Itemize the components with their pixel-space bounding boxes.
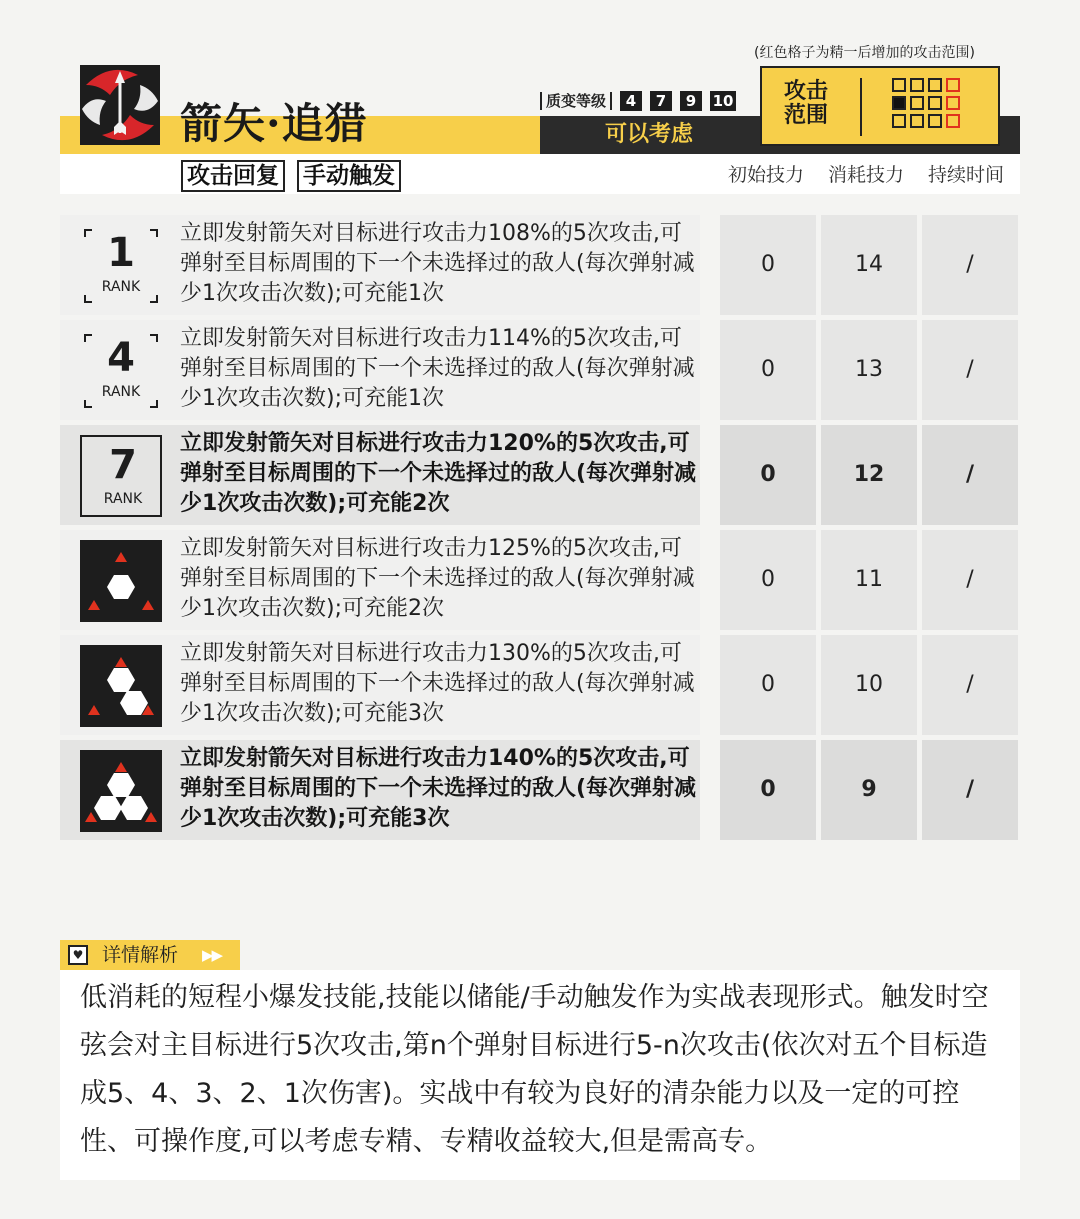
- mastery-2-icon: [80, 645, 162, 727]
- sp-cost: 11: [821, 530, 917, 630]
- sp-cost: 13: [821, 320, 917, 420]
- range-cell-self: [892, 96, 906, 110]
- range-cell: [928, 96, 942, 110]
- duration: /: [922, 425, 1018, 525]
- duration: /: [922, 215, 1018, 315]
- rank-row: [60, 635, 1020, 735]
- upgrade-level: 10: [710, 91, 736, 111]
- upgrade-levels: [540, 88, 736, 114]
- detail-text: 低消耗的短程小爆发技能,技能以储能/手动触发作为实战表现形式。触发时空弦会对主目标进行5次攻击,第n个弹射目标进行5-n次攻击(依次对五个目标造成5、4、3、2、1次伤害)。实战中有较为良好的清杂能力以及一定的可控性、可操作度,可以考虑专精、专精收益较大,但是需高专。: [80, 982, 989, 1157]
- attack-range-panel: [760, 66, 1000, 146]
- initial-sp: 0: [720, 635, 816, 735]
- rank-row: [60, 215, 1020, 315]
- detail-heading: [60, 940, 240, 970]
- rank-label: RANK: [101, 384, 141, 400]
- rank-4-icon: [80, 330, 162, 412]
- rank-number: 4: [107, 335, 135, 381]
- initial-sp: 0: [720, 215, 816, 315]
- range-cell-added: [946, 78, 960, 92]
- rank-description: 立即发射箭矢对目标进行攻击力140%的5次攻击,可弹射至目标周围的下一个未选择过的敌人(每次弹射减少1次攻击次数);可充能3次: [180, 746, 697, 831]
- header-sp-cost: 消耗技力: [827, 164, 904, 186]
- range-cell-added: [946, 96, 960, 110]
- range-cell: [928, 114, 942, 128]
- duration: /: [922, 635, 1018, 735]
- rank-description: 立即发射箭矢对目标进行攻击力108%的5次攻击,可弹射至目标周围的下一个未选择过的敌人(每次弹射减少1次攻击次数);可充能1次: [180, 221, 695, 306]
- sp-cost: 12: [821, 425, 917, 525]
- tag-manual-trigger: 手动触发: [297, 160, 401, 192]
- rank-row: [60, 530, 1020, 630]
- range-cell: [928, 78, 942, 92]
- detail-panel: [60, 970, 1020, 1180]
- arrow-skill-icon: [80, 65, 160, 145]
- header-duration: 持续时间: [927, 164, 1004, 186]
- rank-label: RANK: [101, 279, 141, 295]
- sp-cost: 10: [821, 635, 917, 735]
- sp-cost: 9: [821, 740, 917, 840]
- range-cell: [910, 96, 924, 110]
- verdict: 可以考虑: [604, 122, 693, 147]
- rank-label: RANK: [103, 491, 143, 507]
- rank-description: 立即发射箭矢对目标进行攻击力125%的5次攻击,可弹射至目标周围的下一个未选择过的敌人(每次弹射减少1次攻击次数);可充能2次: [180, 536, 695, 621]
- range-note: (红色格子为精一后增加的攻击范围): [754, 45, 975, 61]
- divider: [860, 78, 862, 136]
- initial-sp: 0: [720, 320, 816, 420]
- rank-number: 7: [109, 442, 137, 488]
- rank-row: [60, 740, 1020, 840]
- rank-number: 1: [107, 230, 135, 276]
- rank-row: [60, 425, 1020, 525]
- fast-forward-icon: ▶▶: [202, 946, 222, 964]
- range-cell: [892, 78, 906, 92]
- range-cell-added: [946, 114, 960, 128]
- duration: /: [922, 740, 1018, 840]
- rank-description: 立即发射箭矢对目标进行攻击力114%的5次攻击,可弹射至目标周围的下一个未选择过的敌人(每次弹射减少1次攻击次数);可充能1次: [180, 326, 695, 411]
- range-cell: [910, 114, 924, 128]
- rank-7-icon: [80, 435, 162, 517]
- duration: /: [922, 530, 1018, 630]
- initial-sp: 0: [720, 425, 816, 525]
- rank-description: 立即发射箭矢对目标进行攻击力120%的5次攻击,可弹射至目标周围的下一个未选择过的敌人(每次弹射减少1次攻击次数);可充能2次: [180, 431, 697, 516]
- initial-sp: 0: [720, 740, 816, 840]
- upgrade-level: 9: [680, 91, 702, 111]
- tag-attack-recovery: 攻击回复: [181, 160, 285, 192]
- stat-headers: [716, 160, 1016, 190]
- range-cell: [892, 114, 906, 128]
- detail-title: 详情解析: [102, 944, 179, 966]
- upgrade-level: 4: [620, 91, 642, 111]
- sp-cost: 14: [821, 215, 917, 315]
- range-label: 攻击范围: [784, 79, 829, 128]
- upgrade-level: 7: [650, 91, 672, 111]
- upgrade-label: 质变等级: [540, 92, 612, 110]
- mastery-3-icon: [80, 750, 162, 832]
- range-cell: [910, 78, 924, 92]
- mastery-1-icon: [80, 540, 162, 622]
- skill-name: 箭矢·追猎: [180, 99, 368, 148]
- rank-description: 立即发射箭矢对目标进行攻击力130%的5次攻击,可弹射至目标周围的下一个未选择过的敌人(每次弹射减少1次攻击次数);可充能3次: [180, 641, 695, 726]
- header-initial-sp: 初始技力: [727, 164, 804, 186]
- duration: /: [922, 320, 1018, 420]
- rank-row: [60, 320, 1020, 420]
- rank-1-icon: [80, 225, 162, 307]
- initial-sp: 0: [720, 530, 816, 630]
- heart-icon: ♥: [68, 945, 88, 965]
- range-grid: [892, 78, 960, 128]
